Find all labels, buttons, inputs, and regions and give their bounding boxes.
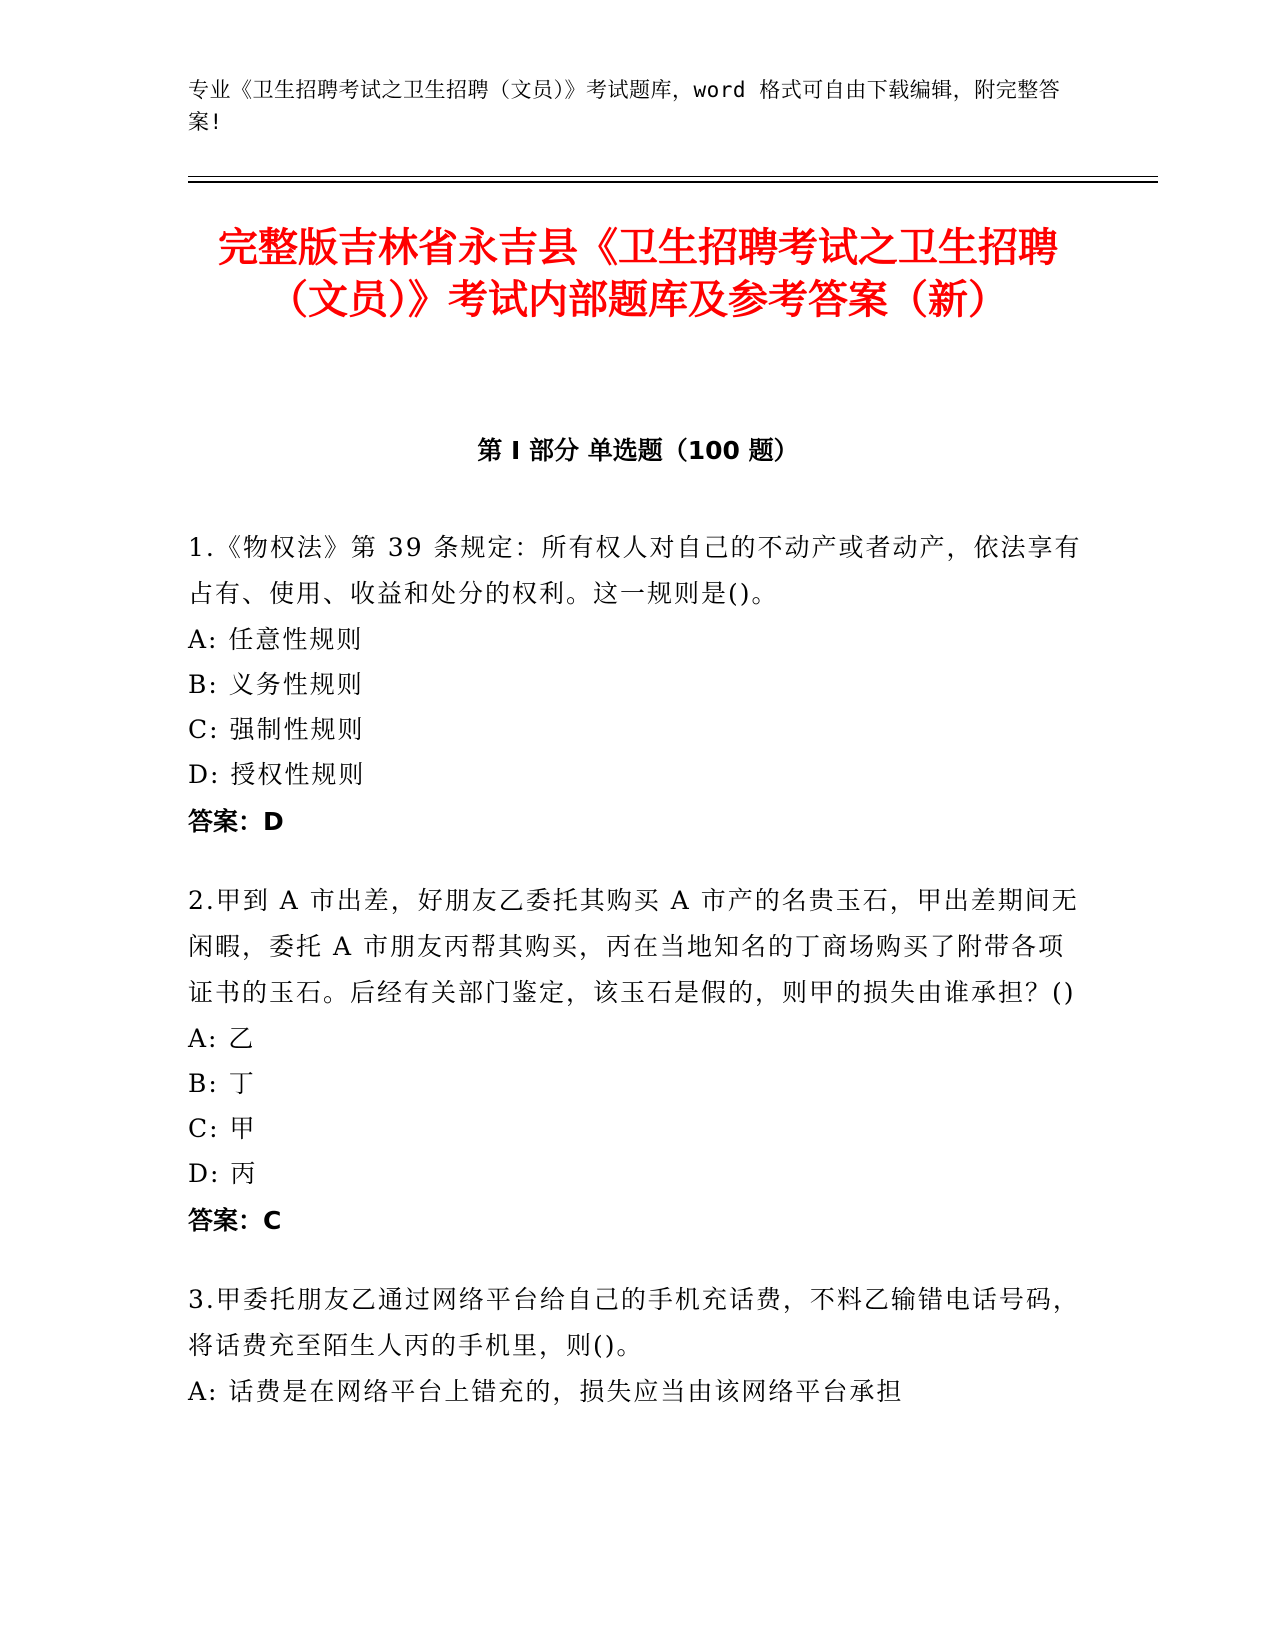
question-stem: 1.《物权法》第 39 条规定：所有权人对自己的不动产或者动产，依法享有占有、使用、收益和处分的权利。这一规则是()。 <box>188 533 1082 608</box>
header-divider-thin <box>188 176 1158 177</box>
answer-label: 答案：C <box>188 1206 282 1235</box>
section-heading: 第 I 部分 单选题（100 题） <box>477 436 799 465</box>
option-a: A: 话费是在网络平台上错充的，损失应当由该网络平台承担 <box>188 1377 904 1406</box>
option-b: B: 义务性规则 <box>188 670 364 699</box>
header-divider-thick <box>188 181 1158 183</box>
question-stem: 2.甲到 A 市出差，好朋友乙委托其购买 A 市产的名贵玉石，甲出差期间无闲暇，委托 A 市朋友丙帮其购买，丙在当地知名的丁商场购买了附带各项证书的玉石。后经有关部门鉴定，该玉石是假的，则甲的损失由谁承担？() <box>188 886 1079 1007</box>
header-note: 专业《卫生招聘考试之卫生招聘（文员）》考试题库，word 格式可自由下载编辑，附完整答案! <box>188 78 1061 134</box>
question-1 <box>188 525 1088 844</box>
question-2 <box>188 878 1088 1243</box>
answer-label: 答案：D <box>188 807 284 836</box>
option-a: A: 乙 <box>188 1024 256 1053</box>
option-d: D: 丙 <box>188 1159 258 1188</box>
question-list <box>188 525 1088 1448</box>
question-stem: 3.甲委托朋友乙通过网络平台给自己的手机充话费，不料乙输错电话号码，将话费充至陌生人丙的手机里，则()。 <box>188 1285 1080 1360</box>
option-c: C: 强制性规则 <box>188 715 365 744</box>
option-d: D: 授权性规则 <box>188 760 366 789</box>
question-3 <box>188 1277 1088 1414</box>
document-title: 完整版吉林省永吉县《卫生招聘考试之卫生招聘（文员）》考试内部题库及参考答案（新） <box>218 225 1058 323</box>
option-b: B: 丁 <box>188 1069 256 1098</box>
option-c: C: 甲 <box>188 1114 257 1143</box>
option-a: A: 任意性规则 <box>188 625 364 654</box>
